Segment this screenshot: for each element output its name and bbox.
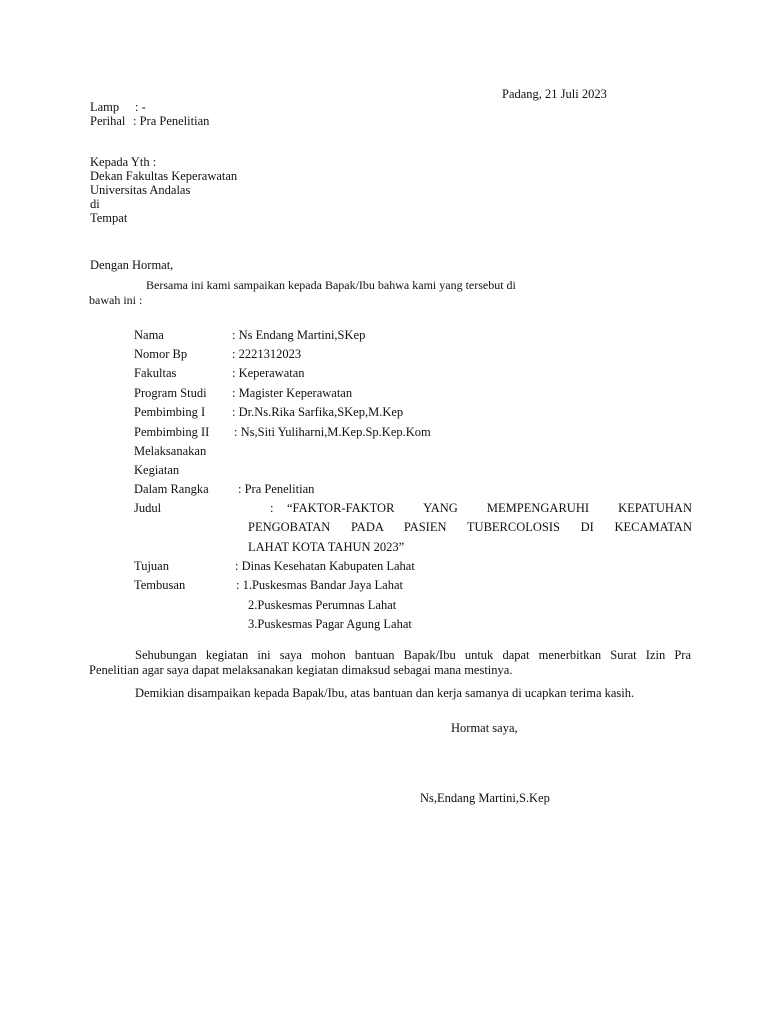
- recipient-line: Kepada Yth :: [90, 155, 157, 169]
- detail-value: : Dr.Ns.Rika Sarfika,SKep,M.Kep: [232, 405, 404, 419]
- recipient-line: Universitas Andalas: [90, 183, 191, 197]
- detail-value: : Dinas Kesehatan Kabupaten Lahat: [235, 559, 415, 573]
- signatory-name: Ns,Endang Martini,S.Kep: [420, 791, 550, 805]
- lamp-label: Lamp: [90, 100, 120, 114]
- lamp-value: : -: [135, 100, 146, 114]
- detail-label: Program Studi: [134, 386, 207, 400]
- detail-value: : Keperawatan: [232, 366, 305, 380]
- recipient-line: di: [90, 197, 100, 211]
- detail-label: Judul: [134, 501, 162, 515]
- tembusan-item: 2.Puskesmas Perumnas Lahat: [248, 598, 397, 612]
- judul-colon: :: [270, 501, 274, 515]
- detail-label: Fakultas: [134, 366, 177, 380]
- detail-label: Kegiatan: [134, 463, 180, 477]
- closing-salutation: Hormat saya,: [451, 721, 518, 735]
- detail-value: : Pra Penelitian: [238, 482, 315, 496]
- detail-label: Melaksanakan: [134, 444, 207, 458]
- recipient-line: Dekan Fakultas Keperawatan: [90, 169, 238, 183]
- tembusan-item: 3.Puskesmas Pagar Agung Lahat: [248, 617, 412, 631]
- closing-paragraph-line: Sehubungan kegiatan ini saya mohon bantuan Bapak/Ibu untuk dapat menerbitkan Surat Izin Pra: [135, 648, 691, 662]
- perihal-value: : Pra Penelitian: [133, 114, 210, 128]
- detail-label: Nomor Bp: [134, 347, 188, 361]
- detail-value: : Ns,Siti Yuliharni,M.Kep.Sp.Kep.Kom: [234, 425, 431, 439]
- detail-value: : Magister Keperawatan: [232, 386, 353, 400]
- detail-label: Dalam Rangka: [134, 482, 209, 496]
- detail-label: Pembimbing I: [134, 405, 206, 419]
- letter-date: Padang, 21 Juli 2023: [502, 87, 607, 101]
- detail-label: Tujuan: [134, 559, 169, 573]
- judul-line: LAHAT KOTA TAHUN 2023”: [248, 540, 405, 554]
- intro-line: Bersama ini kami sampaikan kepada Bapak/Ibu bahwa kami yang tersebut di: [146, 278, 516, 292]
- intro-line: bawah ini :: [89, 293, 143, 307]
- judul-line: “FAKTOR-FAKTOR YANG MEMPENGARUHI KEPATUHAN: [287, 501, 692, 515]
- detail-label: Tembusan: [134, 578, 186, 592]
- greeting: Dengan Hormat,: [90, 258, 174, 272]
- detail-value: : 2221312023: [232, 347, 302, 361]
- recipient-line: Tempat: [90, 211, 128, 225]
- detail-value: : Ns Endang Martini,SKep: [232, 328, 366, 342]
- closing-paragraph-line: Penelitian agar saya dapat melaksanakan kegiatan dimaksud sebagai mana mestinya.: [89, 663, 513, 677]
- detail-label: Pembimbing II: [134, 425, 210, 439]
- judul-line: PENGOBATAN PADA PASIEN TUBERCOLOSIS DI KECAMATAN: [248, 520, 692, 534]
- tembusan-item: : 1.Puskesmas Bandar Jaya Lahat: [236, 578, 403, 592]
- closing-paragraph: Demikian disampaikan kepada Bapak/Ibu, atas bantuan dan kerja samanya di ucapkan terima kasih.: [135, 686, 635, 700]
- perihal-label: Perihal: [90, 114, 126, 128]
- detail-label: Nama: [134, 328, 164, 342]
